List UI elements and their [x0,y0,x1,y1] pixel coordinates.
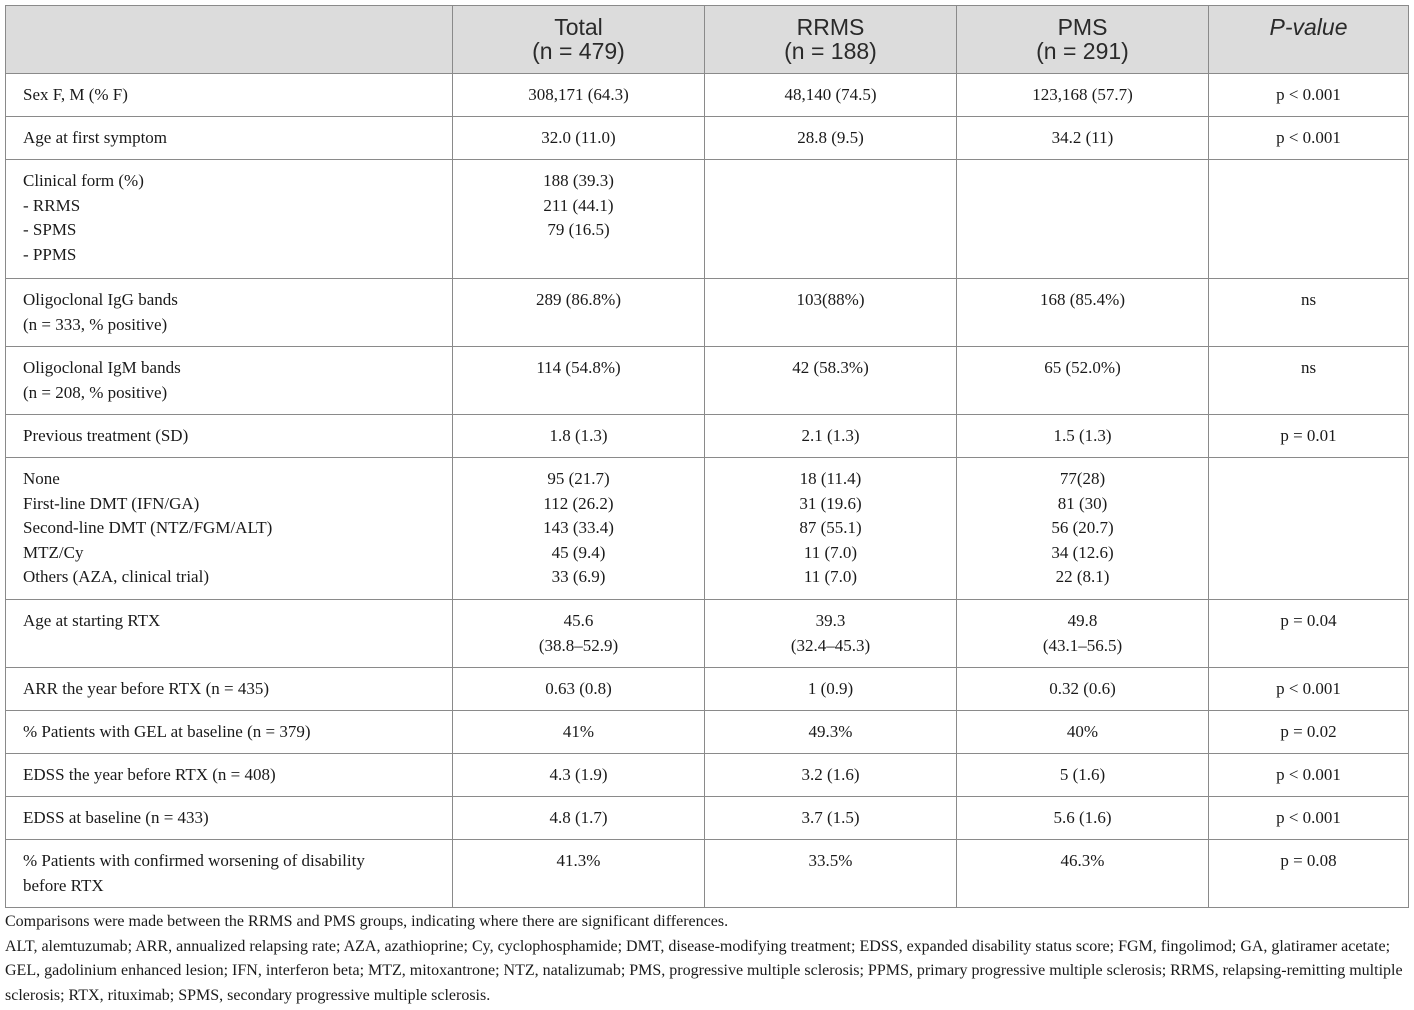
row-label [6,74,453,117]
cell-pms-line: 40% [1066,722,1099,741]
cell-pms [957,74,1209,117]
table-row [6,74,1409,117]
cell-total-line: (38.8–52.9) [538,635,619,655]
cell-total [453,840,705,908]
header-pms-name: PMS [1057,14,1108,40]
row-label [6,415,453,458]
header-rrms-n: (n = 188) [784,38,877,64]
row-label-line: (n = 208, % positive) [23,382,168,402]
row-label [6,600,453,668]
cell-rrms [705,600,957,668]
cell-rrms [705,668,957,711]
header-rrms-name: RRMS [796,14,865,40]
row-label [6,160,453,279]
cell-total-line: 41.3% [556,851,601,870]
cell-pms-line: 56 (20.7) [1051,518,1114,538]
cell-pvalue [1209,840,1409,908]
cell-pvalue-line: p = 0.01 [1280,426,1337,445]
row-label-line: Oligoclonal IgM bands [23,358,181,377]
row-label-line: ARR the year before RTX (n = 435) [23,679,270,698]
cell-total [453,711,705,754]
row-label-line: before RTX [23,875,104,895]
cell-rrms-line: 48,140 (74.5) [784,85,877,104]
cell-pms [957,668,1209,711]
cell-pms [957,754,1209,797]
cell-rrms-line: 2.1 (1.3) [801,426,860,445]
cell-pvalue-line: p = 0.04 [1280,611,1337,630]
header-pms-n: (n = 291) [1036,38,1129,64]
table-header [6,6,1409,74]
cell-pms-line: 46.3% [1060,851,1105,870]
cell-pvalue-line: p < 0.001 [1276,679,1341,698]
cell-rrms-line: 33.5% [808,851,853,870]
cell-pms-line: 1.5 (1.3) [1053,426,1112,445]
cell-pms-line: 5 (1.6) [1059,765,1106,784]
row-label-line: - SPMS [23,220,77,240]
cell-total [453,458,705,600]
cell-rrms [705,754,957,797]
cell-rrms [705,711,957,754]
cell-rrms [705,458,957,600]
cell-pms [957,711,1209,754]
cell-rrms-line: 39.3 [815,611,846,630]
cell-rrms [705,74,957,117]
row-label [6,117,453,160]
cell-rrms [705,160,957,279]
cell-pms-line: 49.8 [1067,611,1098,630]
baseline-characteristics-table [5,5,1409,908]
cell-total-line: 211 (44.1) [543,195,614,215]
cell-pms [957,415,1209,458]
header-pvalue-label: P-value [1269,14,1348,40]
table-row [6,279,1409,347]
cell-pms-line: 22 (8.1) [1055,567,1110,587]
row-label-line: Age at starting RTX [23,611,161,630]
table-row [6,600,1409,668]
cell-pvalue [1209,754,1409,797]
table-row [6,754,1409,797]
cell-total-line: 143 (33.4) [543,518,614,538]
cell-total-line: 112 (26.2) [543,493,614,513]
cell-pms [957,279,1209,347]
cell-pvalue [1209,347,1409,415]
cell-rrms-line: 3.7 (1.5) [801,808,860,827]
cell-pms [957,797,1209,840]
cell-pms-line: 65 (52.0%) [1044,358,1121,377]
row-label [6,797,453,840]
cell-pms [957,458,1209,600]
cell-pms-line: 81 (30) [1057,493,1108,513]
table-row [6,415,1409,458]
header-total-name: Total [554,14,603,40]
row-label [6,668,453,711]
cell-pms-line: 77(28) [1059,469,1106,488]
cell-pvalue-line: p < 0.001 [1276,808,1341,827]
cell-pvalue [1209,797,1409,840]
row-label-line: % Patients with confirmed worsening of disability [23,851,365,870]
cell-pms-line: 5.6 (1.6) [1053,808,1112,827]
header-pvalue [1209,6,1409,74]
row-label-line: Others (AZA, clinical trial) [23,567,209,587]
header-total [453,6,705,74]
cell-pvalue [1209,279,1409,347]
row-label-line: - PPMS [23,244,77,264]
cell-pvalue [1209,74,1409,117]
cell-rrms-line: 28.8 (9.5) [797,128,864,147]
cell-pms-line: 34 (12.6) [1051,542,1114,562]
cell-pms-line: (43.1–56.5) [1042,635,1123,655]
cell-pvalue [1209,160,1409,279]
cell-pms-line: 0.32 (0.6) [1049,679,1116,698]
table-footnotes [5,910,1408,1008]
cell-pvalue-line: p < 0.001 [1276,765,1341,784]
table-row [6,668,1409,711]
row-label-line: (n = 333, % positive) [23,314,168,334]
cell-rrms [705,117,957,160]
cell-total-line: 45 (9.4) [551,542,606,562]
row-label-line: Previous treatment (SD) [23,426,189,445]
cell-total-line: 308,171 (64.3) [528,85,629,104]
cell-total-line: 289 (86.8%) [536,290,621,309]
row-label [6,347,453,415]
cell-pvalue-line: p = 0.08 [1280,851,1337,870]
cell-rrms-line: 87 (55.1) [799,518,862,538]
cell-total [453,668,705,711]
cell-pvalue [1209,117,1409,160]
cell-rrms [705,279,957,347]
cell-pvalue [1209,711,1409,754]
row-label-line: First-line DMT (IFN/GA) [23,493,200,513]
cell-pvalue-line: ns [1300,290,1317,309]
cell-rrms-line: (32.4–45.3) [790,635,871,655]
cell-total-line: 33 (6.9) [551,567,606,587]
cell-rrms [705,840,957,908]
row-label-line: Clinical form (%) [23,171,144,190]
cell-total-line: 188 (39.3) [543,171,614,190]
row-label-line: Age at first symptom [23,128,168,147]
table-row [6,797,1409,840]
cell-rrms-line: 42 (58.3%) [792,358,869,377]
cell-total-line: 41% [562,722,595,741]
footnote-comparison: Comparisons were made between the RRMS and PMS groups, indicating where there are significant differences. [5,913,729,930]
row-label-line: EDSS at baseline (n = 433) [23,808,209,827]
row-label [6,279,453,347]
cell-total [453,600,705,668]
cell-pvalue [1209,668,1409,711]
header-total-n: (n = 479) [532,38,625,64]
row-label-line: EDSS the year before RTX (n = 408) [23,765,276,784]
cell-rrms-line: 11 (7.0) [803,567,858,587]
header-empty-cell [6,6,453,74]
cell-total-line: 1.8 (1.3) [549,426,608,445]
row-label-line: % Patients with GEL at baseline (n = 379) [23,722,311,741]
table-row [6,840,1409,908]
row-label [6,840,453,908]
header-rrms [705,6,957,74]
cell-pvalue [1209,600,1409,668]
cell-pms-line: 34.2 (11) [1051,128,1114,147]
table-row [6,711,1409,754]
cell-total [453,347,705,415]
row-label-line: Second-line DMT (NTZ/FGM/ALT) [23,518,273,538]
cell-pms-line: 168 (85.4%) [1040,290,1125,309]
row-label-line: MTZ/Cy [23,542,84,562]
cell-total-line: 45.6 [563,611,594,630]
cell-pvalue-line: p < 0.001 [1276,128,1341,147]
cell-pvalue-line: ns [1300,358,1317,377]
cell-pms [957,600,1209,668]
cell-total-line: 4.3 (1.9) [549,765,608,784]
cell-pvalue [1209,458,1409,600]
table-row [6,458,1409,600]
cell-total-line: 0.63 (0.8) [545,679,612,698]
cell-pvalue [1209,415,1409,458]
cell-rrms-line: 49.3% [808,722,853,741]
footnote-abbreviations: ALT, alemtuzumab; ARR, annualized relapsing rate; AZA, azathioprine; Cy, cyclophosphamide; DMT, disease-modifying treatment; EDSS, expanded disability status score; FGM, fingolimod; GA, glatiramer acetate; GEL, gadolinium enhanced lesion; IFN, interferon beta; MTZ, mitoxantrone; NTZ, natalizumab; PMS, progressive multiple sclerosis; PPMS, primary progressive multiple sclerosis; RRMS, relapsing-remitting multiple sclerosis; RTX, rituximab; SPMS, secondary progressive multiple sclerosis. [5,937,1403,1004]
cell-total-line: 32.0 (11.0) [541,128,616,147]
cell-total [453,279,705,347]
row-label-line: Sex F, M (% F) [23,85,128,104]
cell-total [453,754,705,797]
table-body [6,74,1409,908]
cell-pms [957,160,1209,279]
table-row [6,347,1409,415]
cell-total [453,160,705,279]
row-label-line: - RRMS [23,195,81,215]
cell-rrms-line: 1 (0.9) [807,679,854,698]
cell-rrms [705,347,957,415]
cell-total [453,797,705,840]
cell-pms-line: 123,168 (57.7) [1032,85,1133,104]
cell-total [453,74,705,117]
cell-total-line: 95 (21.7) [547,469,610,488]
cell-total-line: 79 (16.5) [547,220,610,240]
cell-pms [957,117,1209,160]
row-label-line: Oligoclonal IgG bands [23,290,178,309]
row-label [6,711,453,754]
cell-pms [957,840,1209,908]
cell-pvalue-line: p = 0.02 [1280,722,1337,741]
cell-rrms [705,415,957,458]
cell-total [453,117,705,160]
cell-pms [957,347,1209,415]
table-row [6,160,1409,279]
table-row [6,117,1409,160]
cell-total-line: 4.8 (1.7) [549,808,608,827]
cell-total [453,415,705,458]
cell-rrms-line: 18 (11.4) [799,469,862,488]
row-label-line: None [23,469,60,488]
cell-rrms-line: 31 (19.6) [799,493,862,513]
row-label [6,458,453,600]
cell-rrms-line: 3.2 (1.6) [801,765,860,784]
row-label [6,754,453,797]
cell-total-line: 114 (54.8%) [536,358,621,377]
cell-rrms [705,797,957,840]
cell-rrms-line: 103(88%) [796,290,865,309]
header-pms [957,6,1209,74]
cell-rrms-line: 11 (7.0) [803,542,858,562]
cell-pvalue-line: p < 0.001 [1276,85,1341,104]
